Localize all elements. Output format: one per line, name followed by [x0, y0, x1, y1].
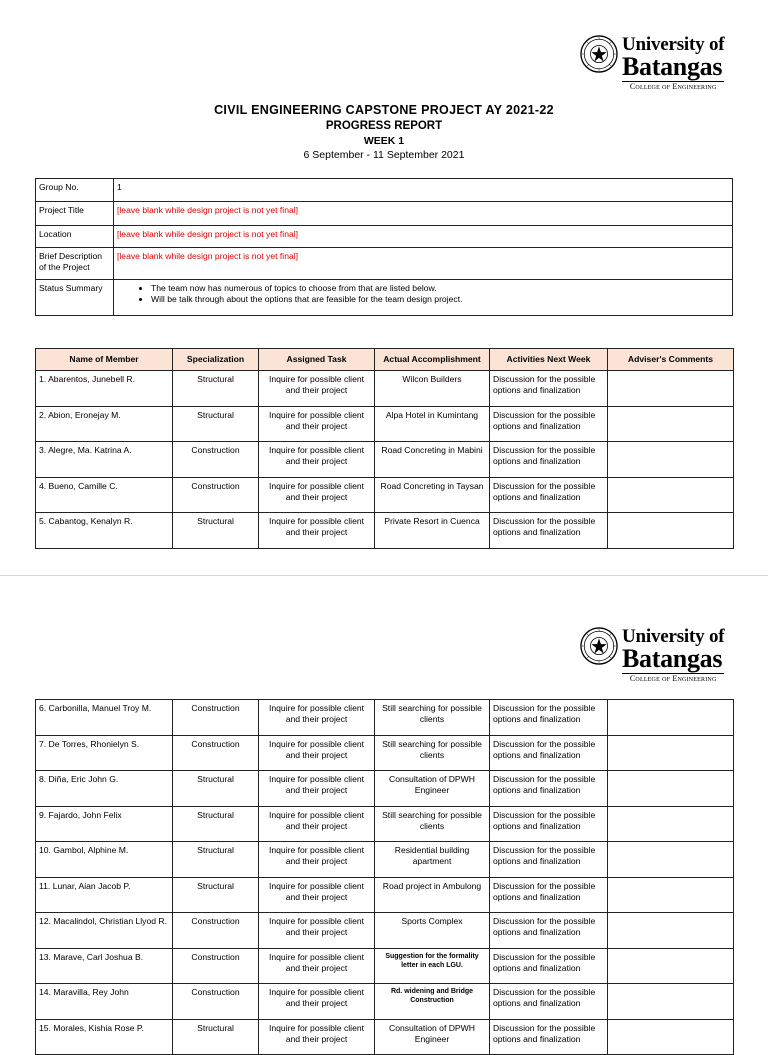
group-no-label: Group No. — [36, 179, 114, 202]
member-adviser-comment — [608, 913, 734, 949]
member-adviser-comment — [608, 877, 734, 913]
member-activities-next-week: Discussion for the possible options and finalization — [490, 406, 608, 442]
member-accomplishment: Still searching for possible clients — [375, 735, 490, 771]
member-activities-next-week: Discussion for the possible options and finalization — [490, 477, 608, 513]
member-assigned-task: Inquire for possible client and their project — [259, 842, 375, 878]
member-assigned-task: Inquire for possible client and their project — [259, 984, 375, 1020]
table-row — [36, 1019, 734, 1055]
member-accomplishment: Alpa Hotel in Kumintang — [375, 406, 490, 442]
member-accomplishment: Rd. widening and Bridge Construction — [375, 984, 490, 1020]
member-assigned-task: Inquire for possible client and their project — [259, 406, 375, 442]
member-name: 8. Diña, Eric John G. — [36, 771, 173, 807]
report-subtitle: PROGRESS REPORT — [325, 120, 443, 132]
location-label: Location — [36, 226, 114, 248]
col-name-of-member: Name of Member — [36, 349, 173, 371]
member-assigned-task: Inquire for possible client and their project — [259, 371, 375, 407]
member-accomplishment: Road project in Ambulong — [375, 877, 490, 913]
logo-batangas: Batangas — [622, 644, 723, 673]
member-specialization: Construction — [173, 948, 259, 984]
member-accomplishment: Still searching for possible clients — [375, 806, 490, 842]
member-accomplishment: Consultation of DPWH Engineer — [375, 1019, 490, 1055]
member-accomplishment: Private Resort in Cuenca — [375, 513, 490, 549]
member-name: 4. Bueno, Camille C. — [36, 477, 173, 513]
member-specialization: Structural — [173, 1019, 259, 1055]
member-assigned-task: Inquire for possible client and their project — [259, 442, 375, 478]
member-adviser-comment — [608, 477, 734, 513]
table-row — [36, 948, 734, 984]
member-name: 14. Maravilla, Rey John — [36, 984, 173, 1020]
member-accomplishment: Still searching for possible clients — [375, 700, 490, 736]
member-adviser-comment — [608, 806, 734, 842]
member-specialization: Construction — [173, 442, 259, 478]
member-specialization: Construction — [173, 984, 259, 1020]
table-row — [36, 877, 734, 913]
university-logo — [580, 35, 724, 92]
table-row — [36, 700, 734, 736]
location-value: [leave blank while design project is not yet final] — [114, 226, 733, 248]
member-activities-next-week: Discussion for the possible options and finalization — [490, 984, 608, 1020]
member-specialization: Construction — [173, 735, 259, 771]
university-logo — [580, 627, 724, 684]
member-activities-next-week: Discussion for the possible options and finalization — [490, 513, 608, 549]
project-title-value: [leave blank while design project is not yet final] — [114, 202, 733, 226]
report-week: WEEK 1 — [363, 135, 405, 147]
members-table-page-1 — [35, 348, 734, 549]
project-info-table — [35, 178, 733, 316]
member-activities-next-week: Discussion for the possible options and finalization — [490, 735, 608, 771]
member-name: 7. De Torres, Rhonielyn S. — [36, 735, 173, 771]
project-title-label: Project Title — [36, 202, 114, 226]
status-item: • The team now has numerous of topics to choose from that are listed below. — [151, 283, 729, 294]
member-adviser-comment — [608, 513, 734, 549]
table-row — [36, 371, 734, 407]
logo-university-of: University of — [622, 34, 725, 55]
logo-university-of: University of — [622, 626, 725, 647]
member-specialization: Construction — [173, 477, 259, 513]
member-name: 10. Gambol, Alphine M. — [36, 842, 173, 878]
logo-college: College of Engineering — [629, 82, 717, 91]
member-activities-next-week: Discussion for the possible options and finalization — [490, 842, 608, 878]
member-name: 5. Cabantog, Kenalyn R. — [36, 513, 173, 549]
member-assigned-task: Inquire for possible client and their project — [259, 477, 375, 513]
member-assigned-task: Inquire for possible client and their project — [259, 735, 375, 771]
table-row — [36, 984, 734, 1020]
university-seal-icon — [580, 35, 618, 73]
member-adviser-comment — [608, 771, 734, 807]
member-activities-next-week: Discussion for the possible options and finalization — [490, 877, 608, 913]
col-activities-next-week: Activities Next Week — [490, 349, 608, 371]
member-specialization: Construction — [173, 913, 259, 949]
member-name: 12. Macalindol, Christian Llyod R. — [36, 913, 173, 949]
logo-college: College of Engineering — [629, 674, 717, 683]
member-activities-next-week: Discussion for the possible options and finalization — [490, 806, 608, 842]
member-assigned-task: Inquire for possible client and their project — [259, 771, 375, 807]
table-row — [36, 771, 734, 807]
member-accomplishment: Wilcon Builders — [375, 371, 490, 407]
table-row — [36, 806, 734, 842]
col-advisers-comments: Adviser's Comments — [608, 349, 734, 371]
university-seal-icon — [580, 627, 618, 665]
status-summary-value — [114, 280, 733, 316]
member-assigned-task: Inquire for possible client and their project — [259, 1019, 375, 1055]
member-adviser-comment — [608, 442, 734, 478]
col-specialization: Specialization — [173, 349, 259, 371]
member-accomplishment: Residential building apartment — [375, 842, 490, 878]
status-item: • Will be talk through about the options that are feasible for the team design project. — [151, 294, 729, 305]
member-assigned-task: Inquire for possible client and their project — [259, 877, 375, 913]
member-specialization: Structural — [173, 513, 259, 549]
member-name: 11. Lunar, Aian Jacob P. — [36, 877, 173, 913]
member-adviser-comment — [608, 984, 734, 1020]
member-accomplishment: Consultation of DPWH Engineer — [375, 771, 490, 807]
member-specialization: Structural — [173, 842, 259, 878]
table-row — [36, 735, 734, 771]
table-row — [36, 842, 734, 878]
report-title: CIVIL ENGINEERING CAPSTONE PROJECT AY 2021-22 — [214, 103, 554, 117]
member-assigned-task: Inquire for possible client and their project — [259, 513, 375, 549]
member-name: 3. Alegre, Ma. Katrina A. — [36, 442, 173, 478]
member-activities-next-week: Discussion for the possible options and finalization — [490, 913, 608, 949]
member-adviser-comment — [608, 1019, 734, 1055]
member-assigned-task: Inquire for possible client and their project — [259, 806, 375, 842]
member-accomplishment: Sports Complex — [375, 913, 490, 949]
member-adviser-comment — [608, 371, 734, 407]
table-row — [36, 477, 734, 513]
members-table-page-2 — [35, 699, 734, 1055]
member-adviser-comment — [608, 406, 734, 442]
member-adviser-comment — [608, 735, 734, 771]
members-rows-page-1 — [36, 371, 734, 549]
member-specialization: Structural — [173, 406, 259, 442]
col-assigned-task: Assigned Task — [259, 349, 375, 371]
table-row — [36, 406, 734, 442]
col-actual-accomplishment: Actual Accomplishment — [375, 349, 490, 371]
member-activities-next-week: Discussion for the possible options and finalization — [490, 442, 608, 478]
brief-description-value: [leave blank while design project is not yet final] — [114, 248, 733, 280]
member-adviser-comment — [608, 700, 734, 736]
member-activities-next-week: Discussion for the possible options and finalization — [490, 371, 608, 407]
member-specialization: Structural — [173, 806, 259, 842]
status-summary-list — [117, 283, 729, 305]
report-date-range: 6 September - 11 September 2021 — [303, 149, 465, 161]
report-page-2 — [0, 575, 768, 1044]
member-specialization: Structural — [173, 877, 259, 913]
member-name: 9. Fajardo, John Felix — [36, 806, 173, 842]
member-activities-next-week: Discussion for the possible options and finalization — [490, 948, 608, 984]
group-no-value: 1 — [114, 179, 733, 202]
member-activities-next-week: Discussion for the possible options and finalization — [490, 1019, 608, 1055]
logo-batangas: Batangas — [622, 52, 723, 81]
member-specialization: Structural — [173, 371, 259, 407]
members-rows-page-2 — [36, 700, 734, 1055]
table-row — [36, 513, 734, 549]
member-name: 15. Morales, Kishia Rose P. — [36, 1019, 173, 1055]
table-row — [36, 913, 734, 949]
status-summary-label: Status Summary — [36, 280, 114, 316]
member-specialization: Structural — [173, 771, 259, 807]
member-adviser-comment — [608, 842, 734, 878]
member-name: 2. Abion, Eronejay M. — [36, 406, 173, 442]
member-name: 13. Marave, Carl Joshua B. — [36, 948, 173, 984]
member-accomplishment: Road Concreting in Mabini — [375, 442, 490, 478]
member-adviser-comment — [608, 948, 734, 984]
member-assigned-task: Inquire for possible client and their project — [259, 913, 375, 949]
member-name: 1. Abarentos, Junebell R. — [36, 371, 173, 407]
brief-description-label: Brief Description of the Project — [36, 248, 114, 280]
member-specialization: Construction — [173, 700, 259, 736]
member-activities-next-week: Discussion for the possible options and finalization — [490, 700, 608, 736]
member-activities-next-week: Discussion for the possible options and finalization — [490, 771, 608, 807]
member-name: 6. Carbonilla, Manuel Troy M. — [36, 700, 173, 736]
member-assigned-task: Inquire for possible client and their project — [259, 700, 375, 736]
table-row — [36, 442, 734, 478]
member-assigned-task: Inquire for possible client and their project — [259, 948, 375, 984]
member-accomplishment: Suggestion for the formality letter in each LGU. — [375, 948, 490, 984]
member-accomplishment: Road Concreting in Taysan — [375, 477, 490, 513]
